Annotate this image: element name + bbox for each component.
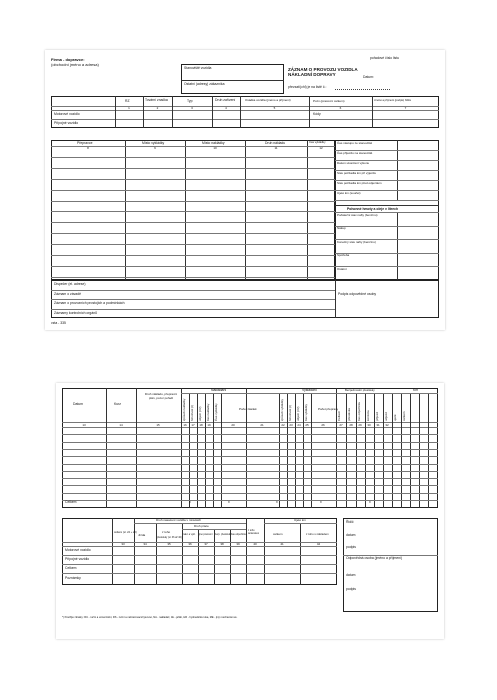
fuel-col-line bbox=[397, 212, 398, 280]
trip-col-num: 21 bbox=[260, 422, 264, 427]
fuel-item-label: Počáteční stav nafty (benzínu) bbox=[337, 212, 378, 217]
usage-col-num: 41 bbox=[280, 542, 284, 546]
route-header-nakladka: Místo nakládky bbox=[202, 141, 225, 145]
trip-col-line bbox=[383, 393, 384, 508]
stanoviste-divider bbox=[181, 80, 284, 81]
col-header-prestavky: Bezpečnostní přestávky bbox=[345, 387, 375, 392]
usage-col-num: 38 bbox=[220, 542, 224, 546]
usage-header-ztoho: z toho bbox=[162, 530, 171, 534]
usage-col-line bbox=[214, 529, 215, 585]
usage-col-num: 36 bbox=[188, 542, 192, 546]
vehicle-header-ridic: Jméno a příjmení (podpis) řidiče bbox=[374, 99, 412, 102]
trip-col-num: 30 bbox=[367, 422, 371, 427]
fuel-title: Pohonné hmoty a oleje v litrech bbox=[347, 207, 399, 211]
trip-col-line bbox=[221, 393, 222, 508]
usage-header-celkem: celkem (sl. 24 + 26) bbox=[114, 531, 137, 534]
col-subheader-rotated: způsob vykládky bbox=[280, 398, 284, 421]
trip-col-line bbox=[419, 393, 420, 508]
bottom-item-label: Záznamy kontrolních orgánů bbox=[54, 310, 97, 315]
col-subheader-rotated: objem (m³) bbox=[198, 406, 202, 421]
usage-col-line bbox=[230, 529, 231, 585]
usage-row-line bbox=[62, 555, 337, 556]
col-subheader-rotated: odjezd bbox=[384, 412, 388, 421]
form-title-line2: NÁKLADNÍ DOPRAVY bbox=[288, 72, 336, 77]
trip-col-line bbox=[392, 393, 393, 508]
footer-code: vzta - 335 bbox=[51, 321, 66, 325]
route-row-line bbox=[51, 222, 335, 223]
vehicle-row-motor: Motorové vozidlo bbox=[54, 112, 80, 116]
route-col-line bbox=[307, 140, 308, 280]
vehicle-col-line bbox=[240, 96, 241, 128]
trip-row-line bbox=[62, 493, 438, 494]
col-subheader-rotated: celkem bbox=[402, 411, 406, 421]
usage-row-pripojne: Přípojné vozidlo bbox=[65, 557, 90, 561]
usage-header-odpocinek: čas odpočinku bbox=[231, 533, 247, 536]
trip-col-num: 27 bbox=[339, 422, 343, 427]
oznaceni-label: Ostatní (adresy) zákazníka bbox=[184, 82, 225, 86]
trip-col-num: 14 bbox=[119, 422, 123, 427]
route-row-line bbox=[51, 190, 335, 191]
kody-label: Kódy bbox=[313, 112, 321, 116]
usage-row-line bbox=[62, 564, 337, 565]
col-subheader-rotated: objem (m³) bbox=[296, 406, 300, 421]
usage-header-line bbox=[134, 523, 246, 524]
trip-col-num: 23 bbox=[289, 422, 293, 427]
trip-col-num: 25 bbox=[305, 422, 309, 427]
vehicle-header-znacka: Tovární značka bbox=[145, 98, 168, 102]
vehicle-col-line bbox=[172, 96, 173, 128]
trip-col-line bbox=[410, 393, 411, 508]
firma-label: Firma - dopravce: bbox=[51, 57, 85, 62]
trip-col-num: 26 bbox=[321, 422, 325, 427]
route-row-line bbox=[51, 179, 335, 180]
sig-ridic: Řidič bbox=[346, 520, 354, 524]
trip-col-num: 24 bbox=[297, 422, 301, 427]
vehicle-header-typ: Typ bbox=[187, 99, 193, 103]
usage-col-num: 33 bbox=[121, 542, 125, 546]
bottom-col-line bbox=[335, 280, 336, 318]
vehicle-header-rz: RZ bbox=[125, 99, 130, 103]
right-item-line bbox=[335, 200, 439, 201]
route-row-line bbox=[51, 277, 335, 278]
route-header-cas: Čas vykládky bbox=[309, 139, 326, 144]
col-subheader-rotated: čas odpočinku bbox=[357, 401, 361, 421]
usage-header-ujete-celkem: celkem bbox=[273, 532, 283, 536]
vehicle-col-num: 2 bbox=[156, 105, 159, 110]
form-page-back bbox=[56, 383, 444, 639]
route-header-vykladka: Místo vykládky bbox=[142, 141, 165, 145]
route-row-line bbox=[51, 233, 335, 234]
usage-header-ujete: Ujeté km bbox=[294, 518, 306, 522]
fuel-section-line bbox=[335, 205, 439, 206]
x-mark: x bbox=[320, 500, 322, 504]
col-header-datum: Datum bbox=[73, 402, 83, 406]
vehicle-table-row-line bbox=[51, 110, 439, 111]
vehicle-col-line bbox=[309, 96, 310, 128]
trip-num-line bbox=[62, 427, 438, 428]
usage-col-num: 39 bbox=[236, 542, 240, 546]
sig-odpovedna-datum: datum bbox=[346, 573, 356, 577]
usage-header-nakl: nakl. a vykl. bbox=[183, 533, 196, 536]
right-item-label: Čas příjezdu na stanoviště bbox=[337, 151, 373, 155]
sig-ridic-podpis: podpis bbox=[346, 545, 356, 549]
prevzal-label: převzatí(chl) je na listě č.: bbox=[288, 85, 327, 89]
trip-col-line bbox=[311, 393, 312, 508]
usage-col-num: 35 bbox=[167, 542, 171, 546]
usage-row-poznamky: Poznámky bbox=[65, 575, 81, 580]
col-subheader-rotated: kontrola bbox=[366, 410, 370, 421]
route-header-druh: Druh nákladu bbox=[265, 141, 286, 145]
sig-ridic-datum: datum bbox=[346, 533, 356, 537]
route-row-line bbox=[51, 201, 335, 202]
usage-header-tankovano: z toho tankováno bbox=[248, 529, 260, 535]
col-subheader-rotated: hmotnost (t) bbox=[288, 404, 292, 421]
vehicle-table-row-line bbox=[51, 119, 439, 120]
col-subheader-rotated: přestávka bbox=[347, 407, 351, 421]
usage-col-line bbox=[156, 523, 157, 585]
poradove-cislo: pořadové číslo listu bbox=[370, 56, 400, 60]
usage-header-prestavky: přestávky (sl. 36 až 40) bbox=[157, 536, 182, 539]
usage-row-motor: Motorové vozidlo bbox=[65, 548, 91, 552]
route-col-num: 11 bbox=[274, 145, 278, 150]
trip-row-line bbox=[62, 442, 438, 443]
col-subheader-rotated: ujeté bbox=[393, 414, 397, 421]
vehicle-col-num: 7 bbox=[404, 105, 407, 110]
usage-col-line bbox=[264, 518, 265, 585]
trip-row-line bbox=[62, 449, 438, 450]
route-col-num: 12 bbox=[319, 145, 323, 150]
col-header-nakladani: Nakládání bbox=[211, 388, 227, 392]
usage-header-jizda: Jízda bbox=[138, 533, 146, 537]
x-mark: x bbox=[228, 500, 230, 504]
vehicle-col-num: 4 bbox=[225, 105, 227, 110]
route-row-line bbox=[51, 244, 335, 245]
sig-odpovedna: Odpovědná osoba (jméno a příjmení) bbox=[346, 556, 403, 560]
usage-col-num: 37 bbox=[204, 542, 208, 546]
trip-col-num: 13 bbox=[82, 422, 86, 427]
usage-col-num: 40 bbox=[253, 542, 257, 546]
route-row-line bbox=[51, 157, 335, 158]
x-mark: x bbox=[276, 500, 278, 504]
trip-col-num: 32 bbox=[385, 422, 389, 427]
fuel-item-label: Ostatní bbox=[337, 266, 347, 271]
vehicle-col-line bbox=[115, 96, 116, 128]
trip-row-line bbox=[62, 434, 438, 435]
col-header-km: Km bbox=[413, 388, 419, 392]
vehicle-col-num: 1 bbox=[128, 105, 130, 110]
col-subheader-rotated: způsob nakládky bbox=[182, 398, 186, 421]
usage-header-line bbox=[182, 529, 246, 530]
right-item-label: Ujeté km (součet) bbox=[337, 191, 361, 195]
right-item-label: Datum ukončení výkonu bbox=[337, 161, 370, 165]
group-header-line bbox=[181, 393, 438, 394]
usage-header-cerp: čerp. přestávky bbox=[215, 533, 232, 536]
right-item-label: Čas nástupu ze stanoviště bbox=[337, 141, 373, 145]
trip-col-num: 29 bbox=[358, 422, 362, 427]
route-col-num: 9 bbox=[154, 145, 156, 150]
vehicle-row-pripojne: Přípojné vozidlo bbox=[54, 121, 79, 125]
footnote: *) Použijte zkratky: RU - ruční a univerzální, RS - ruční a nahrazovací/výsuvné, NA - nakladač, JE - jeřáb, HR - hydraulická ruka, ME - jiný mechanismus. bbox=[62, 616, 238, 619]
trip-col-num: 19 bbox=[207, 422, 211, 427]
col-subheader-rotated: Celkem bbox=[337, 410, 341, 421]
usage-col-line bbox=[112, 518, 113, 585]
route-col-line bbox=[125, 140, 126, 280]
trip-row-line bbox=[62, 471, 438, 472]
col-subheader-rotated: čas nakládky bbox=[206, 403, 210, 421]
trip-col-num: 31 bbox=[376, 422, 380, 427]
route-col-line bbox=[185, 140, 186, 280]
trip-col-num: 22 bbox=[281, 422, 285, 427]
trip-row-line bbox=[62, 456, 438, 457]
vehicle-col-line bbox=[143, 96, 144, 128]
col-header-kurz: Kurz bbox=[114, 402, 121, 406]
podpis-label: Podpis odpovědné osoby bbox=[338, 292, 377, 296]
trip-row-line bbox=[62, 485, 438, 486]
celkem-label: Celkem bbox=[65, 500, 77, 504]
trip-col-num: 18 bbox=[199, 422, 203, 427]
usage-row-line bbox=[62, 546, 337, 547]
datum-label: Datum: bbox=[363, 75, 374, 79]
col-header-vykladani: Vykládání bbox=[302, 388, 317, 392]
usage-col-line bbox=[134, 518, 135, 585]
vehicle-col-line bbox=[212, 96, 213, 128]
usage-header-jine: jiné pracovní bbox=[199, 533, 213, 536]
firma-sub: (obchodní jméno a adresa) bbox=[51, 61, 99, 67]
trip-row-line bbox=[62, 478, 438, 479]
route-row-line bbox=[51, 255, 335, 256]
vehicle-col-num: 3 bbox=[191, 105, 193, 110]
right-item-label: Stav počítadla km před odjezdem bbox=[337, 181, 382, 185]
bottom-item-label: Dispečer (el. adrese) bbox=[54, 282, 86, 286]
vehicle-col-line bbox=[372, 96, 373, 128]
x-mark: x bbox=[369, 500, 371, 504]
vehicle-col-num: 5 bbox=[273, 105, 276, 110]
bottom-row-line bbox=[51, 309, 335, 310]
vehicle-col-num: 6 bbox=[339, 105, 342, 110]
pocet-prepravy: Počet přepravy bbox=[318, 407, 339, 411]
usage-col-line bbox=[246, 518, 247, 585]
bottom-row-line bbox=[51, 290, 335, 291]
bottom-row-line bbox=[51, 299, 335, 300]
trip-col-num: 16 bbox=[183, 422, 187, 427]
route-row-line bbox=[51, 168, 335, 169]
usage-header-druh-prace: Druh práce bbox=[194, 523, 209, 528]
usage-col-line bbox=[198, 529, 199, 585]
prevzal-line bbox=[335, 89, 390, 90]
usage-col-num: 34 bbox=[143, 542, 147, 546]
col-subheader-rotated: hmotnost (t) bbox=[190, 404, 194, 421]
col-subheader-rotated: příjezd bbox=[375, 411, 379, 421]
right-item-label: Stav počítadla km při výjezdu bbox=[337, 171, 377, 175]
vehicle-header-osadka: Osádka vozidla (jméno a příjmení) bbox=[245, 98, 291, 102]
route-row-line bbox=[51, 211, 335, 212]
route-header-prepravce: Přepravce bbox=[77, 141, 93, 145]
vehicle-header-pozn: Pozn.(pracovní celkem) bbox=[313, 99, 345, 103]
route-row-line bbox=[51, 266, 335, 267]
fuel-item-label: Konečný stav nafty (benzínu) bbox=[337, 239, 376, 244]
trip-col-num: 15 bbox=[156, 422, 160, 427]
trip-row-line bbox=[62, 464, 438, 465]
usage-row-line bbox=[62, 573, 337, 574]
col-subheader-rotated: Čas vykládky bbox=[214, 403, 218, 421]
bottom-item-label: Záznam o závadě bbox=[54, 291, 81, 296]
route-col-line bbox=[245, 140, 246, 280]
usage-row-celkem: Celkem bbox=[65, 566, 77, 570]
trip-col-line bbox=[428, 393, 429, 508]
fuel-item-label: Nákup bbox=[337, 226, 346, 230]
usage-header-line bbox=[264, 523, 337, 524]
usage-col-line bbox=[300, 523, 301, 585]
usage-header-nasazeni: Druh nasazení vozidla v minutách bbox=[156, 518, 202, 522]
pocet-zasilky: Počet zásilek bbox=[239, 407, 257, 411]
signature-box bbox=[343, 518, 438, 612]
trip-col-num: 17 bbox=[191, 422, 195, 427]
form-page-front bbox=[45, 50, 445, 330]
vehicle-header-druh: Druh zařízení bbox=[215, 98, 236, 102]
col-subheader-rotated: čas vykládky bbox=[304, 403, 308, 421]
trip-col-num: 20 bbox=[231, 422, 235, 427]
route-table bbox=[51, 140, 335, 280]
trip-col-line bbox=[374, 393, 375, 508]
usage-col-num: 42 bbox=[316, 542, 321, 546]
route-col-num: 8 bbox=[87, 145, 89, 150]
form-title-line1: ZÁZNAM O PROVOZU VOZIDLA bbox=[288, 67, 358, 72]
sig-odpovedna-podpis: podpis bbox=[346, 587, 356, 591]
bottom-item-label: Záznam o provozních prostojích a podmínkách bbox=[54, 301, 125, 305]
stanoviste-label: Stanoviště vozidla bbox=[184, 66, 212, 70]
route-col-num: 10 bbox=[213, 145, 217, 150]
col-header-druh: Druh nákladu, přepravní plán, pozor pořadí bbox=[144, 392, 178, 400]
usage-header-naklad: z toho s nákladem bbox=[306, 532, 329, 536]
trip-row-line bbox=[62, 500, 438, 501]
fuel-item-label: Spotřeba bbox=[337, 253, 350, 257]
trip-col-num: 28 bbox=[349, 422, 353, 427]
x-mark: x bbox=[189, 500, 191, 504]
